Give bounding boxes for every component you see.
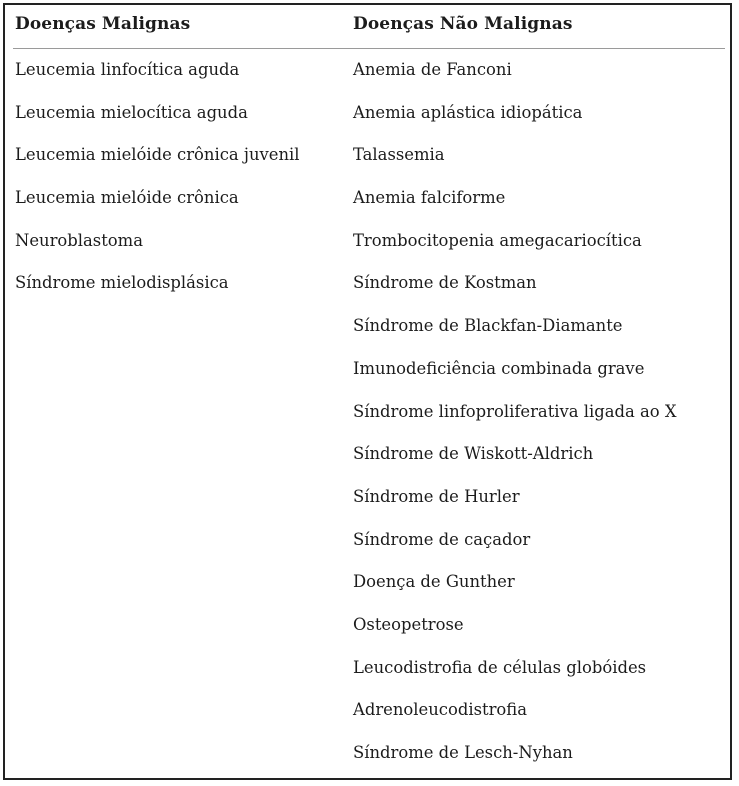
table-cell: Síndrome de Wiskott-Aldrich (353, 444, 594, 464)
table-cell: Síndrome mielodisplásica (15, 273, 229, 293)
table-cell: Anemia aplástica idiopática (353, 102, 583, 122)
table-cell: Anemia falciforme (353, 188, 506, 208)
malignant-column (15, 49, 350, 305)
non-malignant-column (353, 49, 728, 775)
table-cell: Leucodistrofia de células globóides (353, 657, 647, 677)
table-cell: Osteopetrose (353, 614, 464, 634)
table-cell: Leucemia mielocítica aguda (15, 102, 248, 122)
table-cell: Síndrome linfoproliferativa ligada ao X (353, 401, 677, 421)
header-malignant: Doenças Malignas (15, 14, 191, 34)
table-cell: Síndrome de Lesch-Nyhan (353, 743, 573, 762)
table-cell: Síndrome de Hurler (353, 486, 520, 506)
header-non-malignant: Doenças Não Malignas (353, 14, 573, 34)
table-header-row (5, 5, 730, 47)
table-cell: Síndrome de Blackfan-Diamante (353, 316, 623, 336)
table-cell: Neuroblastoma (15, 230, 143, 250)
table-cell: Anemia de Fanconi (353, 60, 512, 79)
table-cell: Síndrome de Kostman (353, 273, 537, 293)
table-cell: Imunodeficiência combinada grave (353, 358, 645, 378)
table-cell: Leucemia linfocítica aguda (15, 60, 240, 79)
table-cell: Síndrome de caçador (353, 529, 531, 549)
table-cell: Adrenoleucodistrofia (353, 700, 527, 720)
table-cell: Talassemia (353, 145, 445, 165)
table-cell: Leucemia mielóide crônica juvenil (15, 145, 300, 165)
table-cell: Doença de Gunther (353, 572, 515, 592)
table-cell: Trombocitopenia amegacariocítica (353, 230, 642, 250)
disease-table (3, 3, 732, 780)
table-cell: Leucemia mielóide crônica (15, 188, 239, 208)
